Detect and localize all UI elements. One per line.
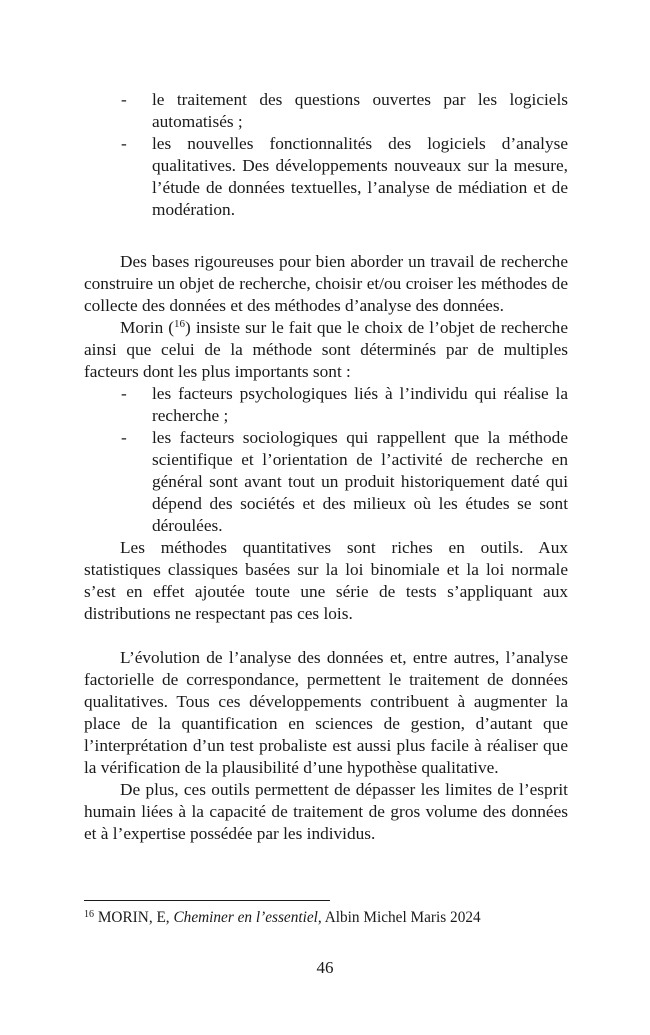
- footnote-reference[interactable]: 16: [174, 318, 186, 330]
- dash-marker: -: [121, 134, 127, 153]
- list-item-text: les nouvelles fonctionnalités des logiciels d’analyse qualitatives. Des développements nouveaux sur la mesure, l’étude de données textuelles, l’analyse de médiation et de modération.: [152, 134, 568, 219]
- dash-marker: -: [121, 90, 127, 109]
- page-number: 46: [316, 958, 334, 977]
- footnote-author: MORIN, E,: [94, 909, 174, 926]
- bullet-list-2: [84, 383, 568, 537]
- paragraph-evolution: L’évolution de l’analyse des données et, entre autres, l’analyse factorielle de correspondance, permettent le traitement de données qualitatives. Tous ces développements contribuent à augmenter la place de la quantification en sciences de gestion, d’autant que l’interprétation d’un test probaliste est aussi plus facile à réaliser que la vérification de la plausibilité d’une hypothèse qualitative.: [84, 648, 568, 777]
- footnote-number: 16: [84, 909, 94, 920]
- list-item: [121, 427, 568, 537]
- bullet-list-1: [84, 89, 568, 221]
- list-item-text: les facteurs sociologiques qui rappellent que la méthode scientifique et l’orientation de l’activité de recherche en général sont avant tout un produit historiquement daté qui dépend des sociétés et des milieux où les études se sont déroulées.: [152, 428, 568, 535]
- list-item-text: le traitement des questions ouvertes par les logiciels automatisés ;: [152, 90, 568, 131]
- list-item: [121, 383, 568, 427]
- footnote-title: Cheminer en l’essentiel: [173, 909, 318, 926]
- paragraph-morin: [84, 317, 568, 383]
- paragraph-methodes: Les méthodes quantitatives sont riches en outils. Aux statistiques classiques basées sur la loi binomiale et la loi normale s’est en effet ajoutée toute une série de tests s’appliquant aux distributions ne respectant pas ces lois.: [84, 538, 568, 623]
- morin-text-after: ) insiste sur le fait que le choix de l’objet de recherche ainsi que celui de la méthode sont déterminés par de multiples facteurs dont les plus importants sont :: [84, 318, 568, 381]
- list-item-text: les facteurs psychologiques liés à l’individu qui réalise la recherche ;: [152, 384, 568, 425]
- dash-marker: -: [121, 428, 127, 447]
- footnote: [84, 908, 568, 928]
- paragraph-de-plus: De plus, ces outils permettent de dépasser les limites de l’esprit humain liées à la capacité de traitement de gros volume des données et à l’expertise possédée par les individus.: [84, 780, 568, 843]
- list-item: [121, 133, 568, 221]
- body-text: [84, 89, 568, 845]
- morin-text-before: Morin (: [120, 318, 175, 337]
- footnote-separator: [84, 900, 330, 901]
- footnote-publisher: , Albin Michel Maris 2024: [317, 909, 481, 926]
- dash-marker: -: [121, 384, 127, 403]
- paragraph-bases: Des bases rigoureuses pour bien aborder un travail de recherche construire un objet de recherche, choisir et/ou croiser les méthodes de collecte des données et des méthodes d’analyse des données.: [84, 252, 568, 315]
- list-item: [121, 89, 568, 133]
